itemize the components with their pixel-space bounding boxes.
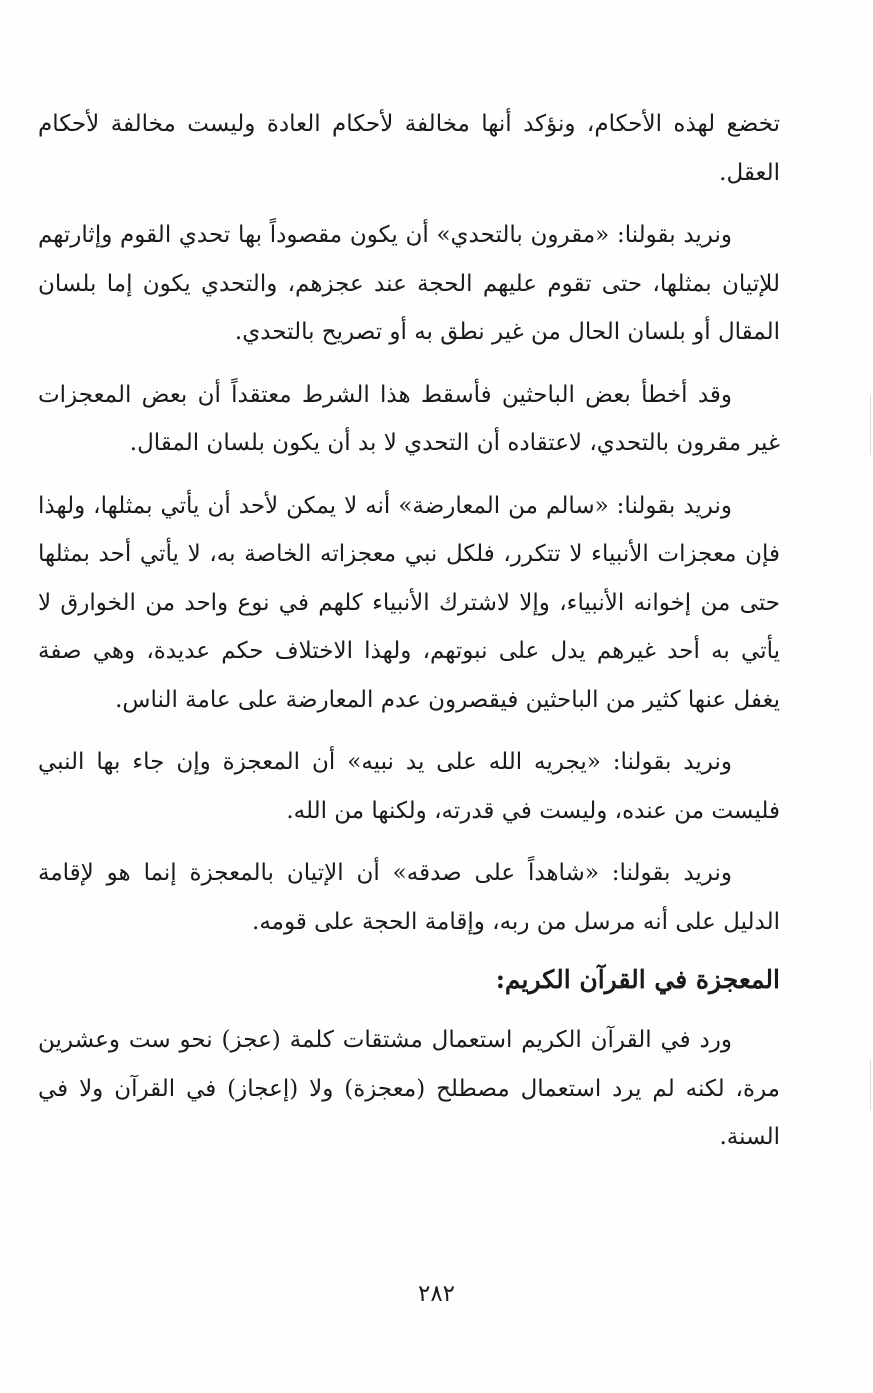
- page-body: [38, 100, 780, 1176]
- page-number: ٢٨٢: [417, 1281, 456, 1307]
- paragraph-challenge: ونريد بقولنا: «مقرون بالتحدي» أن يكون مقصوداً بها تحدي القوم وإثارتهم للإتيان بمثلها، حتى تقوم عليهم الحجة عند عجزهم، والتحدي يكون إما بلسان المقال أو بلسان الحال من غير نطق به أو تصريح بالتحدي.: [38, 222, 780, 345]
- paragraph-researchers-error: وقد أخطأ بعض الباحثين فأسقط هذا الشرط معتقداً أن بعض المعجزات غير مقرون بالتحدي، لاعتقاده أن التحدي لا بد أن يكون بلسان المقال.: [38, 381, 780, 456]
- paragraph-no-opposition: ونريد بقولنا: «سالم من المعارضة» أنه لا يمكن لأحد أن يأتي بمثلها، ولهذا فإن معجزات الأنبياء لا تتكرر، فلكل نبي معجزاته الخاصة به، لا يأتي أحد بمثلها حتى من إخوانه الأنبياء، وإلا لاشترك الأنبياء كلهم في نوع واحد من الخوارق لا يأتي به أحد غيرهم يدل على نبوتهم، ولهذا الاختلاف حكم عديدة، وهي صفة يغفل عنها كثير من الباحثين فيقصرون عدم المعارضة على عامة الناس.: [38, 492, 780, 713]
- paragraph-continuation: تخضع لهذه الأحكام، ونؤكد أنها مخالفة لأحكام العادة وليست مخالفة لأحكام العقل.: [38, 111, 780, 186]
- section-heading: المعجزة في القرآن الكريم:: [495, 965, 780, 994]
- paragraph-witness: ونريد بقولنا: «شاهداً على صدقه» أن الإتيان بالمعجزة إنما هو لإقامة الدليل على أنه مرسل من ربه، وإقامة الحجة على قومه.: [38, 860, 780, 935]
- paragraph-by-god: ونريد بقولنا: «يجريه الله على يد نبيه» أن المعجزة وإن جاء بها النبي فليست من عنده، وليست في قدرته، ولكنها من الله.: [38, 749, 780, 824]
- scan-edge-mark: [870, 395, 871, 455]
- scan-edge-mark: [870, 1060, 871, 1110]
- paragraph-quran-usage: ورد في القرآن الكريم استعمال مشتقات كلمة (عجز) نحو ست وعشرين مرة، لكنه لم يرد استعمال مصطلح (معجزة) ولا (إعجاز) في القرآن ولا في السنة.: [38, 1027, 780, 1150]
